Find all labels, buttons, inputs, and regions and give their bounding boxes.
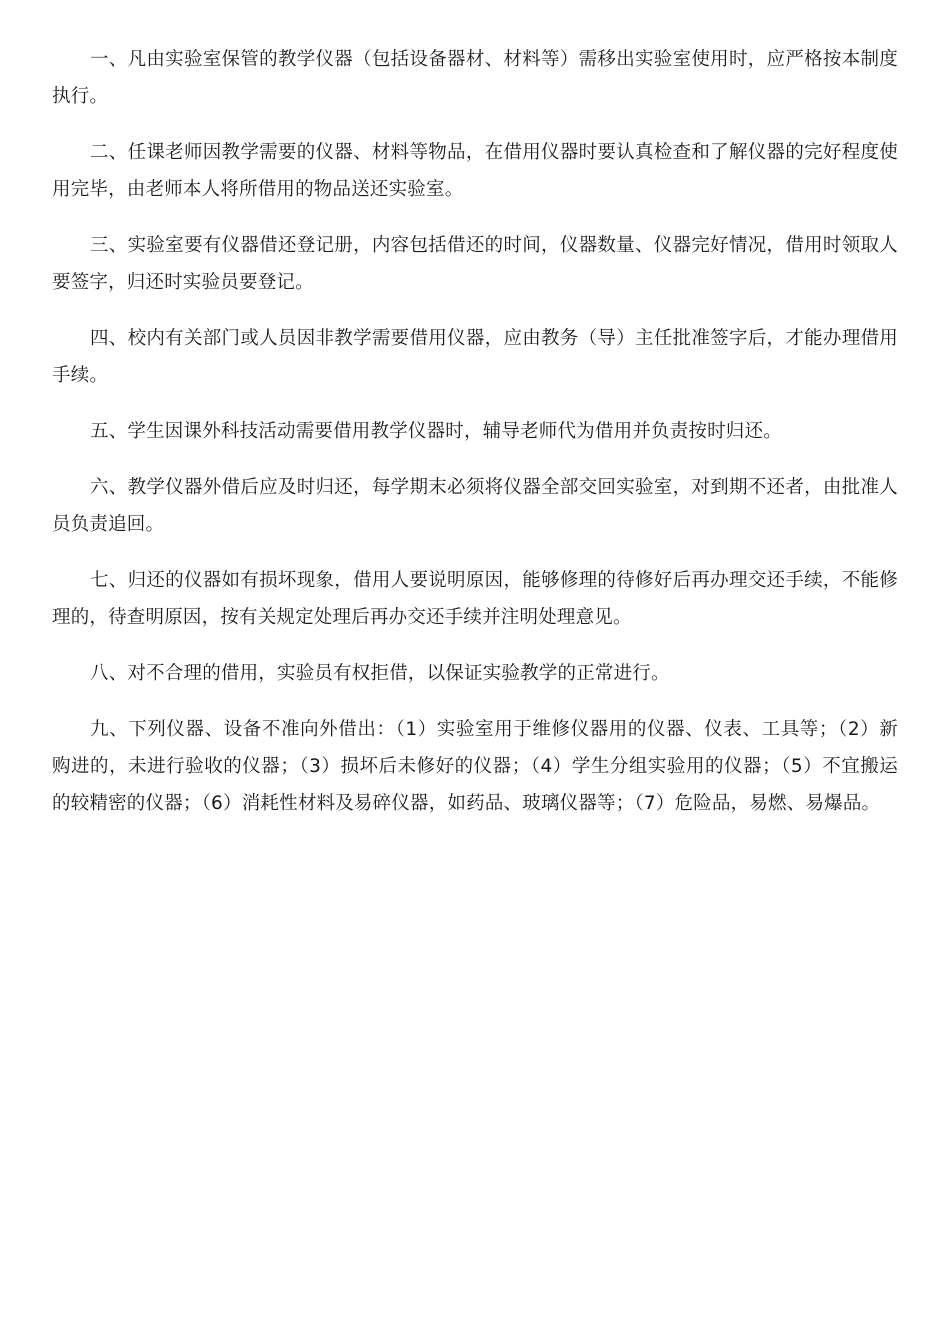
- paragraph-4: 四、校内有关部门或人员因非教学需要借用仪器，应由教务（导）主任批准签字后，才能办理借用手续。: [52, 328, 898, 386]
- paragraph-9: 九、下列仪器、设备不准向外借出：（1）实验室用于维修仪器用的仪器、仪表、工具等；（2）新购进的，未进行验收的仪器；（3）损坏后未修好的仪器；（4）学生分组实验用的仪器；（5）不宜搬运的较精密的仪器；（6）消耗性材料及易碎仪器，如药品、玻璃仪器等；（7）危险品，易燃、易爆品。: [52, 719, 898, 814]
- paragraph-1: 一、凡由实验室保管的教学仪器（包括设备器材、材料等）需移出实验室使用时，应严格按本制度执行。: [52, 49, 898, 107]
- paragraph-2: 二、任课老师因教学需要的仪器、材料等物品，在借用仪器时要认真检查和了解仪器的完好程度使用完毕，由老师本人将所借用的物品送还实验室。: [52, 142, 898, 200]
- document-body: [52, 41, 898, 841]
- paragraph-7: 七、归还的仪器如有损坏现象，借用人要说明原因，能够修理的待修好后再办理交还手续，不能修理的，待查明原因，按有关规定处理后再办交还手续并注明处理意见。: [52, 570, 898, 628]
- paragraph-8: 八、对不合理的借用，实验员有权拒借，以保证实验教学的正常进行。: [90, 663, 670, 684]
- paragraph-3: 三、实验室要有仪器借还登记册，内容包括借还的时间，仪器数量、仪器完好情况，借用时领取人要签字，归还时实验员要登记。: [52, 235, 898, 293]
- paragraph-5: 五、学生因课外科技活动需要借用教学仪器时，辅导老师代为借用并负责按时归还。: [90, 421, 782, 442]
- paragraph-6: 六、教学仪器外借后应及时归还，每学期末必须将仪器全部交回实验室，对到期不还者，由批准人员负责追回。: [52, 477, 898, 535]
